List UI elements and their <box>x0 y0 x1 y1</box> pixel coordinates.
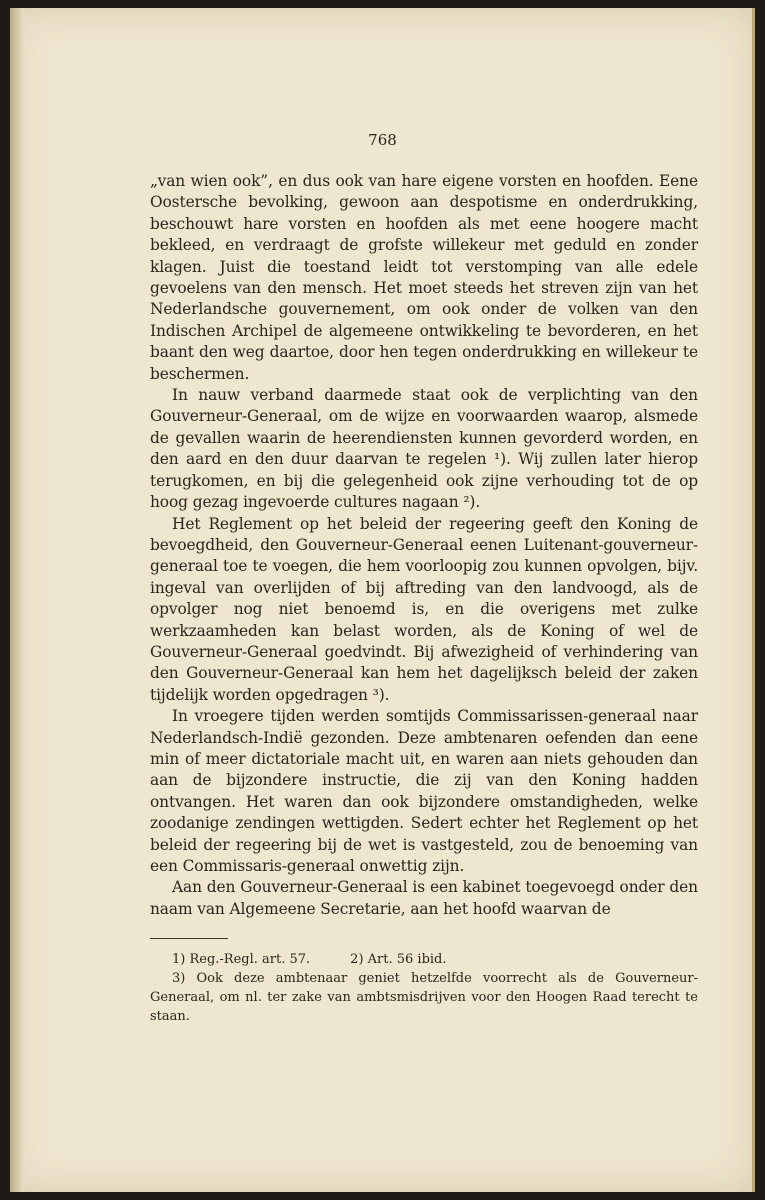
footnote-2: 2) Art. 56 ibid. <box>350 952 447 967</box>
paragraph-3: Het Reglement op het beleid der regeering geeft den Koning de bevoegdheid, den Gouverneur-Generaal eenen Luitenant-gouverneur-generaal toe te voegen, die hem voorloopig zou kunnen opvolgen, bijv. ingeval van overlijden of bij aftreding van den landvoogd, als de opvolger nog niet benoemd is, en die overigens met zulke werkzaamheden kan belast worden, als de Koning of wel de Gouverneur-Generaal goedvindt. Bij afwezigheid of verhindering van den Gouverneur-Generaal kan hem het dagelijksch beleid der zaken tijdelijk worden opgedragen ³). <box>150 514 698 704</box>
page-edge <box>752 8 755 1192</box>
paragraph-5: Aan den Gouverneur-Generaal is een kabinet toegevoegd onder den naam van Algemeene Secretarie, aan het hoofd waarvan de <box>150 878 698 918</box>
paragraph-2: In nauw verband daarmede staat ook de verplichting van den Gouverneur-Generaal, om de wijze en voorwaarden waarop, alsmede de gevallen waarin de heerendiensten kunnen gevorderd worden, en den aard en den duur daarvan te regelen ¹). Wij zullen later hierop terugkomen, en bij die gelegenheid ook zijne verhouding tot de op hoog gezag ingevoerde cultures nagaan ²). <box>150 386 698 512</box>
body-text <box>150 171 698 920</box>
page-gutter <box>10 8 24 1192</box>
page-number: 768 <box>368 131 397 149</box>
paragraph-4: In vroegere tijden werden somtijds Commissarissen-generaal naar Nederlandsch-Indië gezonden. Deze ambtenaren oefenden dan eene min of meer dictatoriale macht uit, en waren aan niets gehouden dan aan de bijzondere instructie, die zij van den Koning hadden ontvangen. Het waren dan ook bijzondere omstandigheden, welke zoodanige zendingen wettigden. Sedert echter het Reglement op het beleid der regeering bij de wet is vastgesteld, zou de benoeming van een Commissaris-generaal onwettig zijn. <box>150 707 698 875</box>
paragraph-1: „van wien ook”, en dus ook van hare eigene vorsten en hoofden. Eene Oostersche bevolking, gewoon aan despotisme en onderdrukking, beschouwt hare vorsten en hoofden als met eene hoogere macht bekleed, en verdraagt de grofste willekeur met geduld en zonder klagen. Juist die toestand leidt tot verstomping van alle edele gevoelens van den mensch. Het moet steeds het streven zijn van het Nederlandsche gouvernement, om ook onder de volken van den Indischen Archipel de algemeene ontwikkeling te bevorderen, en het baant den weg daartoe, door hen tegen onderdrukking en willekeur te beschermen. <box>150 172 698 383</box>
footnote-1: 1) Reg.-Regl. art. 57. <box>172 952 311 967</box>
footnote-rule <box>150 938 228 939</box>
footnotes <box>150 950 698 1026</box>
footnote-3: 3) Ook deze ambtenaar geniet hetzelfde voorrecht als de Gouverneur-Generaal, om nl. ter zake van ambtsmisdrijven voor den Hoogen Raad terecht te staan. <box>150 971 698 1024</box>
footnote-line-1 <box>150 950 698 969</box>
